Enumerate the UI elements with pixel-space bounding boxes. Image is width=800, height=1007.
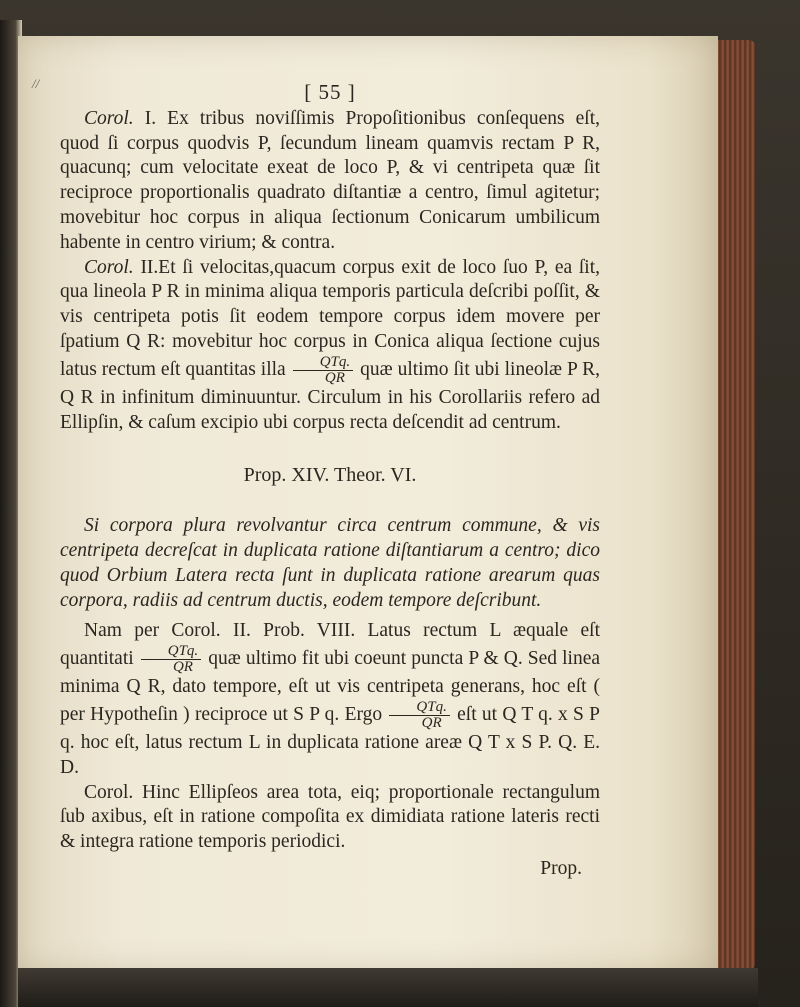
proof-text-2: quæ ultimo fit ubi coeunt puncta P & Q. Sed linea minima Q R, dato tempore, eſt ut vis centripeta generans, hoc eſt ( per Hypotheſin ) reciproce ut S P q. Ergo [60, 648, 601, 725]
corollary-1 [60, 107, 600, 256]
fraction [141, 644, 201, 675]
corollary-2-text-end: quæ ultimo ſit ubi lineolæ P R, Q R in infinitum diminuuntur. Circulum in his Corollariis refero ad Ellipſin, & caſum excipio ubi corpus recta deſcendit ad centrum. [60, 358, 601, 433]
corollary-1-text: I. Ex tribus noviſſimis Propoſitionibus conſequens eſt, quod ſi corpus quodvis P, ſecundum lineam quamvis rectam P R, quacunq; cum velocitate exeat de loco P, & vi centripeta quæ ſit reciproce proportionalis quadrato diſtantiæ a centro, ſimul agitetur; movebitur hoc corpus in aliqua ſectionum Conicarum umbilicum habente in centro virium; & contra. [60, 107, 600, 253]
catchword: Prop. [540, 857, 582, 879]
fraction-denominator: QR [324, 369, 345, 386]
proof-text-1: Nam per Corol. II. Prob. VIII. Latus rectum L æquale eſt quantitati [60, 620, 600, 670]
corollary-label: Corol. [84, 256, 134, 278]
corollary-label: Corol. [84, 107, 134, 129]
fraction-numerator: QTq. [389, 700, 449, 716]
fraction [293, 355, 353, 386]
proposition-statement: Si corpora plura revolvantur circa centrum commune, & vis centripeta decreſcat in duplicata ratione diſtantiarum a centro; dico quod Orbium Latera recta ſunt in duplicata ratione arearum quas corpora, radiis ad centrum ductis, eodem tempore deſcribunt. [60, 515, 600, 611]
pencil-mark: // [32, 76, 40, 91]
fraction-numerator: QTq. [141, 644, 201, 660]
proposition-heading: Prop. XIV. Theor. VI. [243, 464, 417, 487]
fraction-denominator: QR [172, 659, 193, 676]
proof-text-3: eſt ut Q T q. x S P q. hoc eſt, latus rectum L in duplicata ratione areæ Q T x S P. Q. E. D. [60, 703, 601, 778]
page-shadow [18, 968, 758, 1007]
proof [60, 619, 600, 780]
page-content [60, 80, 600, 882]
fraction [389, 700, 449, 731]
page-number: [ 55 ] [304, 80, 356, 104]
corollary-2 [60, 256, 600, 436]
fraction-numerator: QTq. [293, 355, 353, 371]
fraction-denominator: QR [421, 714, 442, 731]
corollary-2-text-start: II.Et ſi velocitas,quacum corpus exit de loco ſuo P, ea ſit, qua lineola P R in minima aliqua temporis particula deſcribi poſſit, & vis centripeta potis ſit eodem tempore corpus idem movere per ſpatium Q R: movebitur hoc corpus in Conica aliqua ſectione cujus latus rectum eſt quantitas illa [60, 256, 601, 380]
corollary-3: Corol. Hinc Ellipſeos area tota, eiq; proportionale rectangulum ſub axibus, eſt in ratione compoſita ex dimidiata ratione lateris recti & integra ratione temporis periodici. [60, 781, 600, 853]
